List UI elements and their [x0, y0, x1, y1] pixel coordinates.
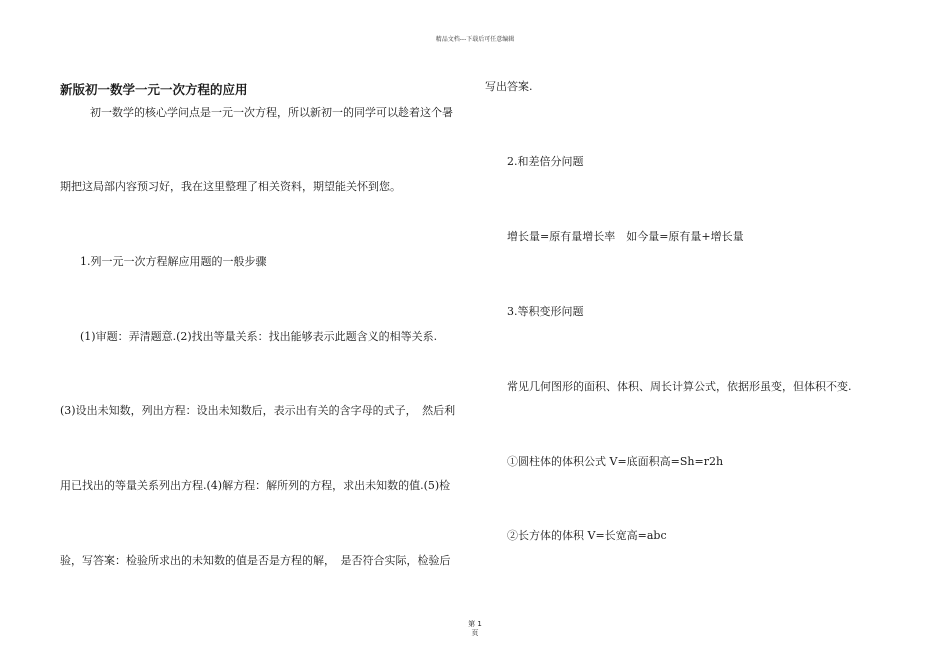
page-footer [0, 620, 950, 638]
left-paragraph-line-6: 验，写答案：检验所求出的未知数的值是否是方程的解， 是否符合实际，检验后 [60, 554, 451, 567]
left-paragraph-line-3: (1)审题：弄清题意.(2)找出等量关系：找出能够表示此题含义的相等关系. [80, 330, 438, 343]
right-section-heading-2: 2.和差倍分问题 [507, 155, 584, 168]
right-paragraph-line-1: 写出答案. [485, 80, 533, 93]
right-formula-line-3: ②长方体的体积 V=长宽高=abc [507, 529, 667, 542]
right-formula-line-2: ①圆柱体的体积公式 V=底面积高=Sh=r2h [507, 455, 724, 468]
right-formula-line-1: 增长量=原有量增长率 如今量=原有量+增长量 [507, 230, 744, 243]
right-paragraph-line-2: 常见几何图形的面积、体积、周长计算公式，依据形虽变，但体积不变. [507, 380, 852, 393]
page-header: 精品文档---下载后可任意编辑 [435, 36, 515, 43]
left-paragraph-line-1: 初一数学的核心学问点是一元一次方程，所以新初一的同学可以趁着这个暑 [90, 106, 453, 119]
left-section-heading-1: 1.列一元一次方程解应用题的一般步骤 [80, 255, 267, 268]
document-title: 新版初一数学一元一次方程的应用 [60, 82, 248, 97]
left-paragraph-line-4: (3)设出未知数，列出方程：设出未知数后，表示出有关的含字母的式子， 然后利 [60, 404, 456, 417]
page-number-suffix: 页 [471, 629, 479, 637]
page-number: 第 1 [468, 620, 482, 628]
right-section-heading-3: 3.等积变形问题 [507, 305, 584, 318]
left-paragraph-line-5: 用已找出的等量关系列出方程.(4)解方程：解所列的方程，求出未知数的值.(5)检 [60, 479, 451, 492]
left-paragraph-line-2: 期把这局部内容预习好，我在这里整理了相关资料，期望能关怀到您。 [60, 180, 401, 193]
